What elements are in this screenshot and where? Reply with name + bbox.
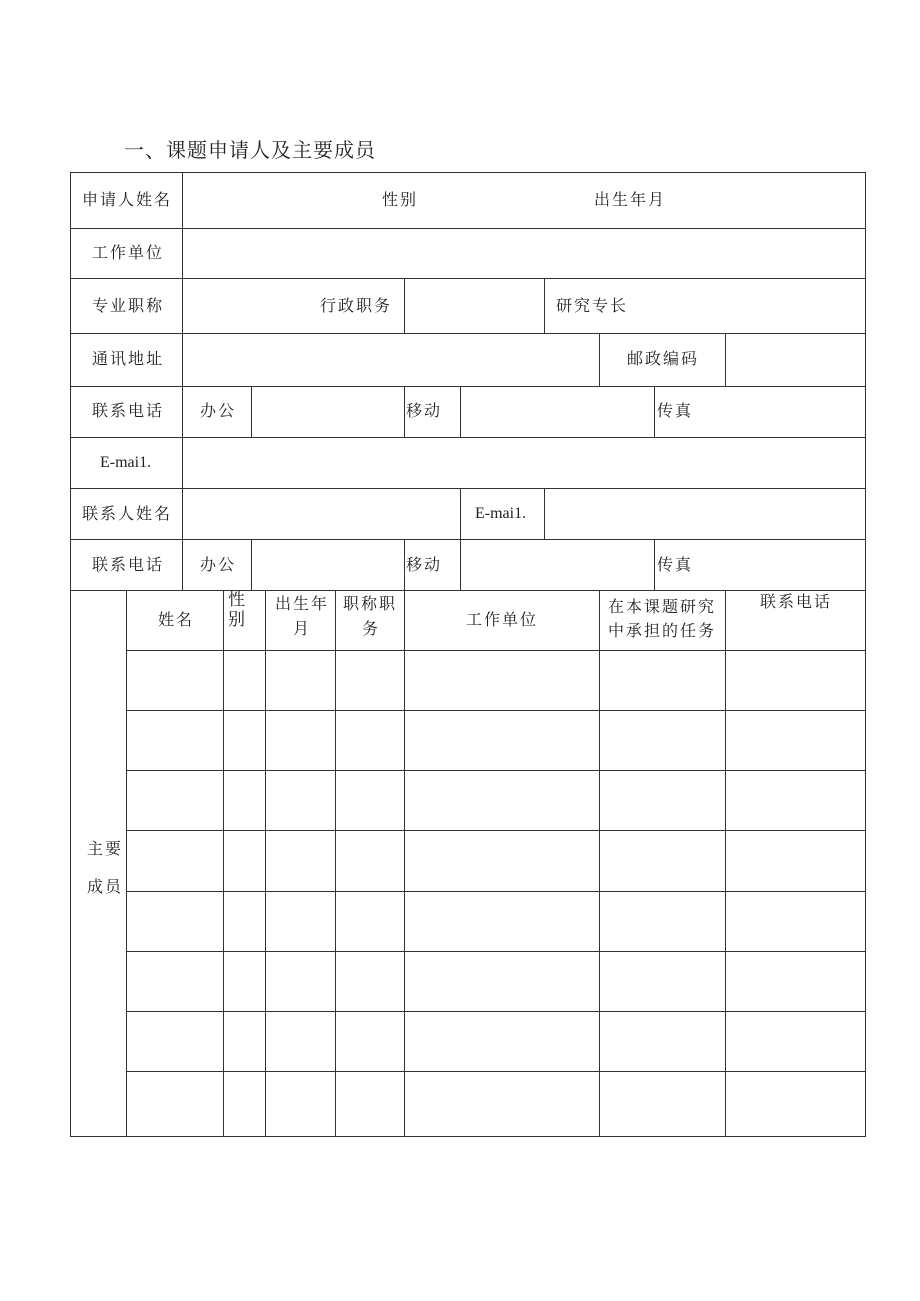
member-name-header: 姓名 bbox=[158, 610, 195, 629]
col-line bbox=[544, 278, 545, 333]
applicant-phone-label: 联系电话 bbox=[92, 401, 165, 420]
row-line bbox=[70, 488, 866, 489]
member-gender-header-text: 性别 bbox=[228, 590, 245, 630]
row-line bbox=[70, 386, 866, 387]
member-title-header-line1: 职称职 bbox=[343, 594, 398, 613]
row-line bbox=[70, 278, 866, 279]
col-line bbox=[404, 386, 405, 437]
member-task-header: 在本课题研究中承担的任务 bbox=[608, 597, 717, 640]
member-row-line bbox=[126, 710, 866, 711]
border-left bbox=[70, 172, 71, 1137]
member-col-line bbox=[599, 590, 600, 1137]
member-row-line bbox=[126, 891, 866, 892]
row-line bbox=[70, 539, 866, 540]
row-line bbox=[70, 228, 866, 229]
contact-fax-label: 传真 bbox=[657, 555, 694, 574]
member-row-line bbox=[126, 830, 866, 831]
contact-name-label: 联系人姓名 bbox=[82, 504, 173, 523]
member-row-line bbox=[126, 1071, 866, 1072]
member-birth-header-line1: 出生年 bbox=[275, 594, 330, 613]
member-row-line bbox=[126, 650, 866, 651]
col-line bbox=[251, 539, 252, 590]
member-row-line bbox=[126, 1011, 866, 1012]
member-col-line bbox=[126, 590, 127, 1137]
applicant-email-label: E-mai1. bbox=[100, 454, 152, 471]
col-line bbox=[725, 333, 726, 386]
postcode-label: 邮政编码 bbox=[627, 349, 700, 368]
member-col-line bbox=[335, 590, 336, 1137]
contact-mobile-label: 移动 bbox=[406, 555, 443, 574]
research-specialty-label: 研究专长 bbox=[556, 296, 629, 315]
border-top bbox=[70, 172, 866, 173]
member-phone-header: 联系电话 bbox=[760, 592, 833, 611]
member-title-header-line2: 务 bbox=[362, 619, 381, 638]
col-line bbox=[460, 386, 461, 437]
members-side-label: 主要 bbox=[87, 839, 124, 858]
professional-title-label: 专业职称 bbox=[92, 296, 165, 315]
col-line bbox=[404, 278, 405, 333]
fax-label: 传真 bbox=[657, 401, 694, 420]
member-unit-header: 工作单位 bbox=[466, 610, 539, 629]
row-line bbox=[70, 590, 866, 591]
contact-phone-label: 联系电话 bbox=[92, 555, 165, 574]
label-column-line bbox=[182, 172, 183, 590]
member-col-line bbox=[265, 590, 266, 1137]
mobile-phone-label: 移动 bbox=[406, 401, 443, 420]
col-line bbox=[251, 386, 252, 437]
contact-email-label: E-mai1. bbox=[475, 505, 527, 522]
birth-label: 出生年月 bbox=[594, 190, 667, 209]
applicant-name-label: 申请人姓名 bbox=[82, 190, 173, 209]
member-row-line bbox=[126, 770, 866, 771]
office-phone-label: 办公 bbox=[200, 401, 237, 420]
gender-label: 性别 bbox=[382, 190, 419, 209]
member-col-line bbox=[725, 590, 726, 1137]
row-line bbox=[70, 333, 866, 334]
member-birth-header-line2: 月 bbox=[293, 619, 312, 638]
border-bottom bbox=[70, 1136, 866, 1137]
member-row-line bbox=[126, 951, 866, 952]
col-line bbox=[404, 539, 405, 590]
contact-office-label: 办公 bbox=[200, 555, 237, 574]
member-col-line bbox=[404, 590, 405, 1137]
applicant-form bbox=[70, 172, 866, 1137]
col-line bbox=[460, 539, 461, 590]
work-unit-label: 工作单位 bbox=[92, 243, 165, 262]
col-line bbox=[654, 386, 655, 437]
col-line bbox=[599, 333, 600, 386]
row-line bbox=[70, 437, 866, 438]
col-line bbox=[654, 539, 655, 590]
border-right bbox=[865, 172, 866, 1137]
mailing-address-label: 通讯地址 bbox=[92, 349, 165, 368]
admin-post-label: 行政职务 bbox=[320, 296, 393, 315]
member-gender-header bbox=[228, 590, 250, 630]
members-side-label: 成员 bbox=[87, 877, 124, 896]
col-line bbox=[460, 488, 461, 539]
col-line bbox=[544, 488, 545, 539]
section-title: 一、课题申请人及主要成员 bbox=[124, 138, 376, 162]
member-col-line bbox=[223, 590, 224, 1137]
